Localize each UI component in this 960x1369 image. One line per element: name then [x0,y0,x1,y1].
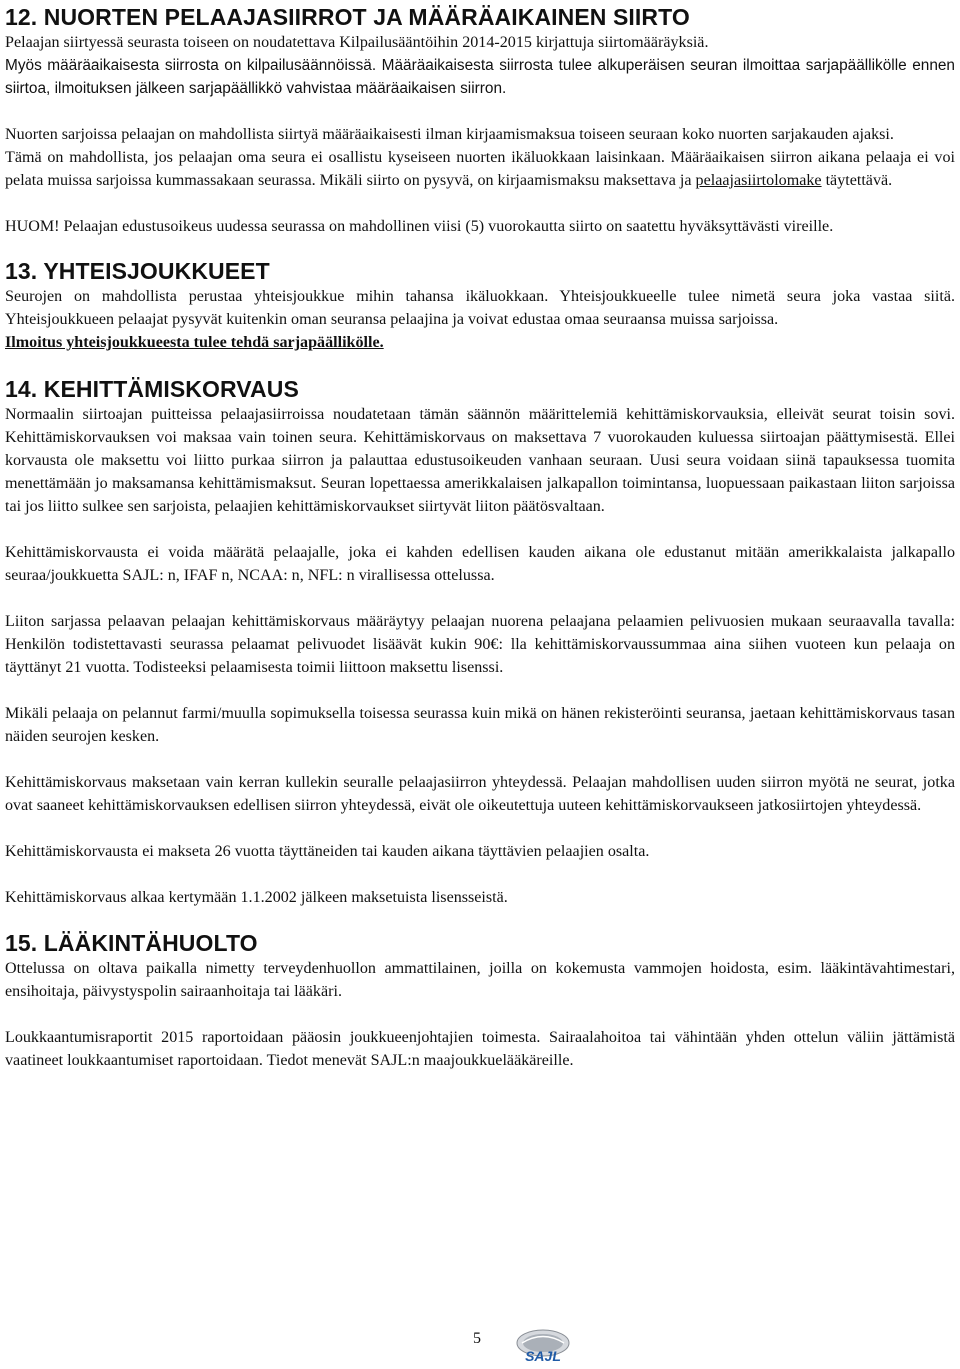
s15-paragraph-2: Loukkaantumisraportit 2015 raportoidaan pääosin joukkueenjohtajien toimesta. Sairaalahoitoa tai vähintään yhden ottelun väliin jättämistä vaatineet loukkaantumiset raportoidaan. Tiedot menevät SAJL:n maajoukkuelääkäreille. [5,1029,955,1069]
sajl-logo-text: SAJL [525,1348,561,1364]
s14-paragraph-5: Kehittämiskorvaus maksetaan vain kerran kullekin seuralle pelaajasiirron yhteydessä. Pelaajan mahdollisen uuden siirron myötä ne seurat, jotka ovat saaneet kehittämiskorvauksen edellisen siirron yhteydessä, eivät ole oikeutettuja uuteen kehittämiskorvaukseen jatkosiirtojen yhteydessä. [5,774,955,814]
s12-p4-text-a: Tämä on mahdollista, jos pelaajan oma seura ei osallistu kyseiseen nuorten ikäluokkaan laisinkaan. Määräaikaisen siirron aikana pelaaja ei voi pelata muissa sarjoissa kummassakaan seurassa. Mikäli siirto on pysyvä, on kirjaamismaksu maksettava ja [5,149,955,189]
sajl-logo-graphic [508,1326,578,1364]
s12-paragraph-2: Myös määräaikaisesta siirrosta on kilpailusäännöissä. Määräaikaisesta siirrosta tulee alkuperäisen seuran ilmoittaa sarjapäällikölle ennen siirtoa, ilmoituksen jälkeen sarjapäällikkö vahvistaa määräaikaisen siirron. [5,57,955,97]
section-12-heading: 12. NUORTEN PELAAJASIIRROT JA MÄÄRÄAIKAINEN SIIRTO [5,4,690,30]
s14-paragraph-4: Mikäli pelaaja on pelannut farmi/muulla sopimuksella toisessa seurassa kuin mikä on hänen rekisteröinti seuransa, jaetaan kehittämiskorvaus tasan näiden seurojen kesken. [5,705,955,745]
pelaajasiirtolomake-link[interactable]: pelaajasiirtolomake [695,172,822,189]
s14-paragraph-3: Liiton sarjassa pelaavan pelaajan kehittämiskorvaus määräytyy pelaajan nuorena pelaajana pelaamien pelivuosien mukaan seuraavalla tavalla: Henkilön todistettavasti seurassa pelaamat pelivuodet lisäävät kukin 90€: lla kehittämiskorvaussummaa aina siihen vuoteen kun pelaaja on täyttänyt 21 vuotta. Todisteeksi pelaamisesta toimii liittoon maksettu lisenssi. [5,613,955,676]
document-page [5,0,955,1072]
s12-paragraph-3: Nuorten sarjoissa pelaajan on mahdollista siirtyä määräaikaisesti ilman kirjaamismaksua toiseen seuraan koko nuorten sarjakauden ajaksi. [5,126,894,143]
s13-paragraph-2: Ilmoitus yhteisjoukkueesta tulee tehdä sarjapäällikölle. [5,334,384,351]
s14-paragraph-7: Kehittämiskorvaus alkaa kertymään 1.1.2002 jälkeen maksetuista lisensseistä. [5,889,508,906]
sajl-logo [508,1326,578,1364]
s12-paragraph-1: Pelaajan siirtyessä seurasta toiseen on noudatettava Kilpailusääntöihin 2014-2015 kirjattuja siirtomääräyksiä. [5,34,709,51]
section-13-heading: 13. YHTEISJOUKKUEET [5,258,270,284]
s12-p4-text-b: täytettävä. [821,172,893,189]
section-15-heading: 15. LÄÄKINTÄHUOLTO [5,930,258,956]
s14-paragraph-1: Normaalin siirtoajan puitteissa pelaajasiirroissa noudatetaan tämän säännön määrittelemiä kehittämiskorvauksia, elleivät seurat toisin sovi. Kehittämiskorvauksen voi maksaa vain toinen seura. Kehittämiskorvaus on maksettava 7 vuorokauden kuluessa siirtoajan päättymisestä. Ellei korvausta ole maksettu voi liitto purkaa siirron ja palauttaa edustusoikeuden vanhaan seuraan. Uusi seura voidaan siinä tapauksessa tuomita menettämään jo maksamansa kehittämismaksut. Seuran lopettaessa amerikkalaisen jalkapallon toimintansa, luopuessaan paikastaan liiton sarjoissa tai jos liitto sulkee sen sarjoista, pelaajien kehittämiskorvaukset siirtyvät liiton päätösvaltaan. [5,406,955,515]
s12-paragraph-4 [5,146,955,192]
section-14-heading: 14. KEHITTÄMISKORVAUS [5,376,299,402]
s14-paragraph-6: Kehittämiskorvausta ei makseta 26 vuotta täyttäneiden tai kauden aikana täyttävien pelaajien osalta. [5,843,650,860]
s12-paragraph-5: HUOM! Pelaajan edustusoikeus uudessa seurassa on mahdollinen viisi (5) vuorokautta siirto on saatettu hyväksyttävästi vireille. [5,218,834,235]
s15-paragraph-1: Ottelussa on oltava paikalla nimetty terveydenhuollon ammattilainen, joilla on kokemusta vammojen hoidosta, esim. lääkintävahtimestari, ensihoitaja, päivystyspolin sairaanhoitaja tai lääkäri. [5,960,955,1000]
s14-paragraph-2: Kehittämiskorvausta ei voida määrätä pelaajalle, joka ei kahden edellisen kauden aikana ole edustanut mitään amerikkalaista jalkapallo seuraa/joukkuetta SAJL: n, IFAF n, NCAA: n, NFL: n virallisessa ottelussa. [5,544,955,584]
page-number: 5 [473,1330,481,1347]
s13-paragraph-1: Seurojen on mahdollista perustaa yhteisjoukkue mihin tahansa ikäluokkaan. Yhteisjoukkueelle tulee nimetä seura joka vastaa siitä. Yhteisjoukkueen pelaajat pysyvät kuitenkin oman seuransa pelaajina ja voivat edustaa omaa seuraansa muissa sarjoissa. [5,288,955,328]
